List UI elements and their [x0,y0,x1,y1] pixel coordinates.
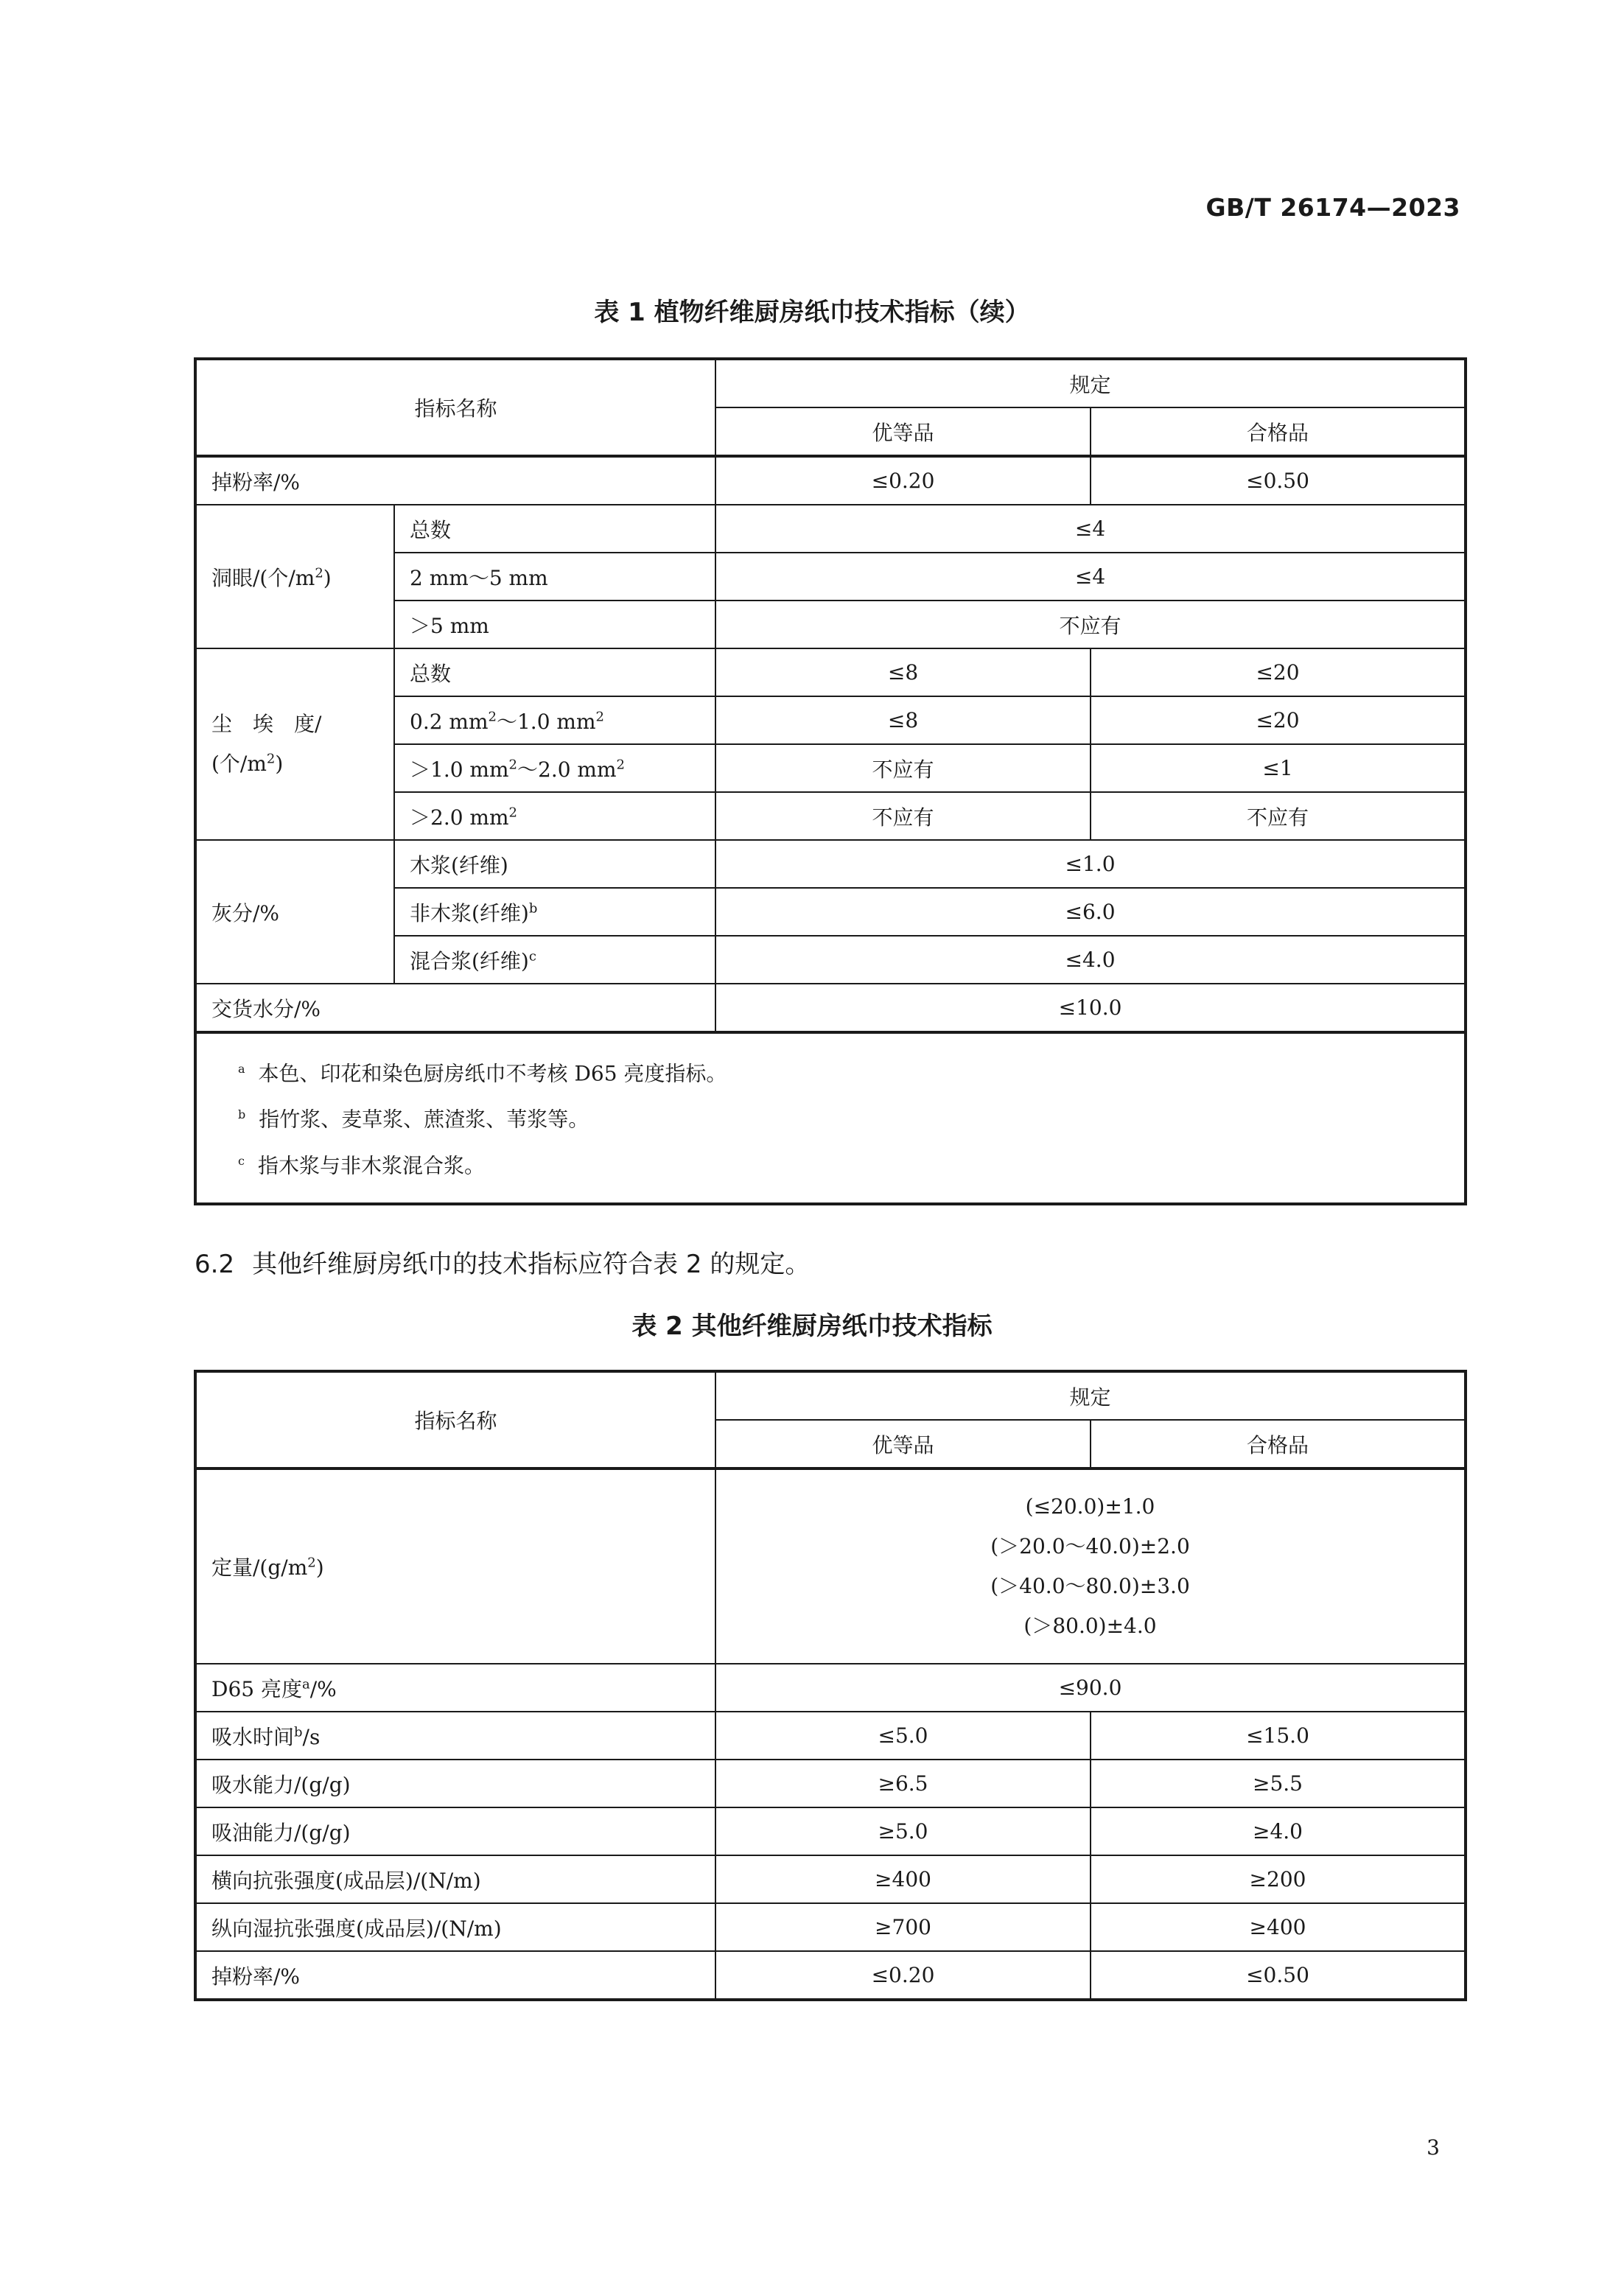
t2-grammage-label-tail: ) [315,1555,324,1580]
t2-row-label: 吸油能力/(g/g) [195,1807,715,1855]
t1-dust-sub-sup: 2 [488,709,497,725]
t1-dust-sub-sup: 2 [508,805,517,821]
t1-moisture-label: 交货水分/% [195,984,715,1032]
t2-row-label: 吸水能力/(g/g) [195,1760,715,1807]
t1-dust-label-line2: (个/m [211,752,267,776]
clause-text: 其他纤维厨房纸巾的技术指标应符合表 2 的规定。 [252,1250,811,1279]
t1-ash-sub-sup: c [528,948,536,965]
t2-row-g1: ≥6.5 [715,1760,1091,1807]
table-row [195,1855,1466,1903]
t1-holes-val: 不应有 [715,601,1466,648]
clause-6-2 [195,1244,810,1280]
t2-row-g1: ≥5.0 [715,1807,1091,1855]
t1-ash-sub-text: 非木浆(纤维) [410,900,529,925]
t1-dust-sub-sup: 2 [616,757,625,773]
t1-dust-g2: ≤20 [1091,648,1466,696]
t2-row-g2: ≤0.50 [1091,1951,1466,2000]
t1-head-grade2: 合格品 [1091,407,1466,456]
t1-holes-label [195,505,394,648]
grammage-line: (＞40.0～80.0)±3.0 [990,1574,1190,1598]
t1-powder-label: 掉粉率/% [195,456,715,505]
table-row [195,1951,1466,2000]
t1-ash-sub [394,840,715,888]
t1-dust-sub: 总数 [394,648,715,696]
table-row [195,1807,1466,1855]
t1-dust-sub [394,792,715,840]
footnote [238,1049,1423,1094]
t1-holes-label-text: 洞眼/(个/m [211,565,315,590]
t1-dust-g2: ≤1 [1091,744,1466,792]
t1-holes-label-tail: ) [323,565,332,590]
table2 [194,1370,1467,2001]
t2-grammage-label-sup: 2 [307,1555,316,1571]
t1-dust-sub [394,696,715,744]
t2-row-g1: ≥400 [715,1855,1091,1903]
t2-row-g2: ≤15.0 [1091,1712,1466,1760]
t2-brightness-val: ≤90.0 [715,1664,1466,1712]
t1-holes-val: ≤4 [715,505,1466,553]
grammage-line: (＞20.0～40.0)±2.0 [990,1534,1190,1558]
t1-ash-sub-sup: b [528,900,538,917]
t1-holes-label-sup: 2 [315,565,323,581]
t1-moisture-val: ≤10.0 [715,984,1466,1032]
t1-powder-g1: ≤0.20 [715,456,1091,505]
t1-dust-sub-sup: 2 [595,709,604,725]
table-row [195,840,1466,888]
page-number: 3 [1427,2135,1440,2160]
t1-dust-g1: ≤8 [715,648,1091,696]
table1-caption: 表 1 植物纤维厨房纸巾技术指标（续） [594,298,1030,327]
table-row [195,1760,1466,1807]
t1-dust-sub [394,744,715,792]
t2-head-spec: 规定 [715,1371,1466,1420]
t1-dust-label [195,648,394,840]
t1-ash-label: 灰分/% [195,840,394,984]
table-row [195,505,1466,553]
clause-number: 6.2 [195,1250,235,1279]
t1-notes-cell [195,1032,1466,1204]
footnote-text: 指木浆与非木浆混合浆。 [257,1152,485,1177]
t1-head-spec: 规定 [715,359,1466,407]
t1-ash-sub-text: 木浆(纤维) [410,853,508,878]
table-row [195,1468,1466,1664]
t1-holes-sub: ＞5 mm [394,601,715,648]
footnote [238,1094,1423,1140]
t2-row-label: 纵向湿抗张强度(成品层)/(N/m) [195,1903,715,1951]
t1-holes-sub: 总数 [394,505,715,553]
t1-dust-g1: 不应有 [715,792,1091,840]
t1-dust-g1: 不应有 [715,744,1091,792]
t1-dust-label-line1: 尘 埃 度/ [211,712,322,736]
t2-row-label-sup: b [294,1724,303,1740]
t1-powder-g2: ≤0.50 [1091,456,1466,505]
t2-row-g2: ≥400 [1091,1903,1466,1951]
t2-row-label-text: 吸水时间 [211,1724,295,1749]
t2-head-name: 指标名称 [195,1371,715,1468]
t1-ash-val: ≤4.0 [715,936,1466,984]
footnote-mark: b [238,1107,246,1122]
t1-ash-val: ≤1.0 [715,840,1466,888]
t1-dust-sub-b: ～1.0 mm [496,709,596,734]
table-row [195,1903,1466,1951]
t1-ash-sub-text: 混合浆(纤维) [410,948,529,973]
t2-brightness-label-text: D65 亮度 [211,1676,302,1701]
table1-notes [195,1032,1466,1204]
t2-brightness-label [195,1664,715,1712]
t1-dust-label-tail: ) [275,752,284,776]
footnote-text: 本色、印花和染色厨房纸巾不考核 D65 亮度指标。 [258,1061,727,1086]
t2-head-grade2: 合格品 [1091,1420,1466,1468]
standard-number: GB/T 26174—2023 [1205,193,1460,222]
table-row [195,1664,1466,1712]
table-row [195,984,1466,1032]
t1-dust-sub-sup: 2 [508,757,517,773]
footnote [238,1141,1423,1186]
t1-dust-label-sup: 2 [266,751,276,767]
t1-dust-sub-a: 0.2 mm [410,709,489,734]
grammage-line: (≤20.0)±1.0 [1025,1494,1155,1519]
t2-row-label [195,1712,715,1760]
t2-row-g1: ≤5.0 [715,1712,1091,1760]
t1-dust-g2: ≤20 [1091,696,1466,744]
table1 [194,357,1467,1205]
t2-row-g1: ≤0.20 [715,1951,1091,2000]
t1-dust-sub-a: ＞1.0 mm [410,757,509,782]
t1-ash-sub [394,888,715,936]
t2-row-label: 掉粉率/% [195,1951,715,2000]
footnote-text: 指竹浆、麦草浆、蔗渣浆、苇浆等。 [259,1107,589,1132]
footnote-mark: a [238,1062,245,1076]
t1-dust-g1: ≤8 [715,696,1091,744]
t1-dust-sub-a: ＞2.0 mm [410,805,509,830]
t2-row-g2: ≥4.0 [1091,1807,1466,1855]
t2-row-g1: ≥700 [715,1903,1091,1951]
table-row [195,648,1466,696]
t1-holes-val: ≤4 [715,553,1466,601]
t1-ash-sub [394,936,715,984]
t2-row-label: 横向抗张强度(成品层)/(N/m) [195,1855,715,1903]
t2-row-label-tail: /s [302,1724,321,1749]
t1-dust-g2: 不应有 [1091,792,1466,840]
t2-grammage-label-text: 定量/(g/m [211,1555,308,1580]
t2-brightness-sup: a [301,1676,310,1692]
t1-holes-sub: 2 mm～5 mm [394,553,715,601]
table-row [195,1712,1466,1760]
t1-head-name: 指标名称 [195,359,715,456]
t2-head-grade1: 优等品 [715,1420,1091,1468]
t2-grammage-label [195,1468,715,1664]
t2-row-g2: ≥5.5 [1091,1760,1466,1807]
grammage-line: (＞80.0)±4.0 [1023,1614,1157,1638]
table2-caption: 表 2 其他纤维厨房纸巾技术指标 [631,1312,993,1341]
footnote-mark: c [238,1153,245,1168]
t1-dust-sub-b: ～2.0 mm [517,757,617,782]
table-row [195,456,1466,505]
t2-grammage-values [715,1468,1466,1664]
t2-row-g2: ≥200 [1091,1855,1466,1903]
t1-head-grade1: 优等品 [715,407,1091,456]
t2-brightness-tail: /% [309,1676,337,1701]
t1-ash-val: ≤6.0 [715,888,1466,936]
